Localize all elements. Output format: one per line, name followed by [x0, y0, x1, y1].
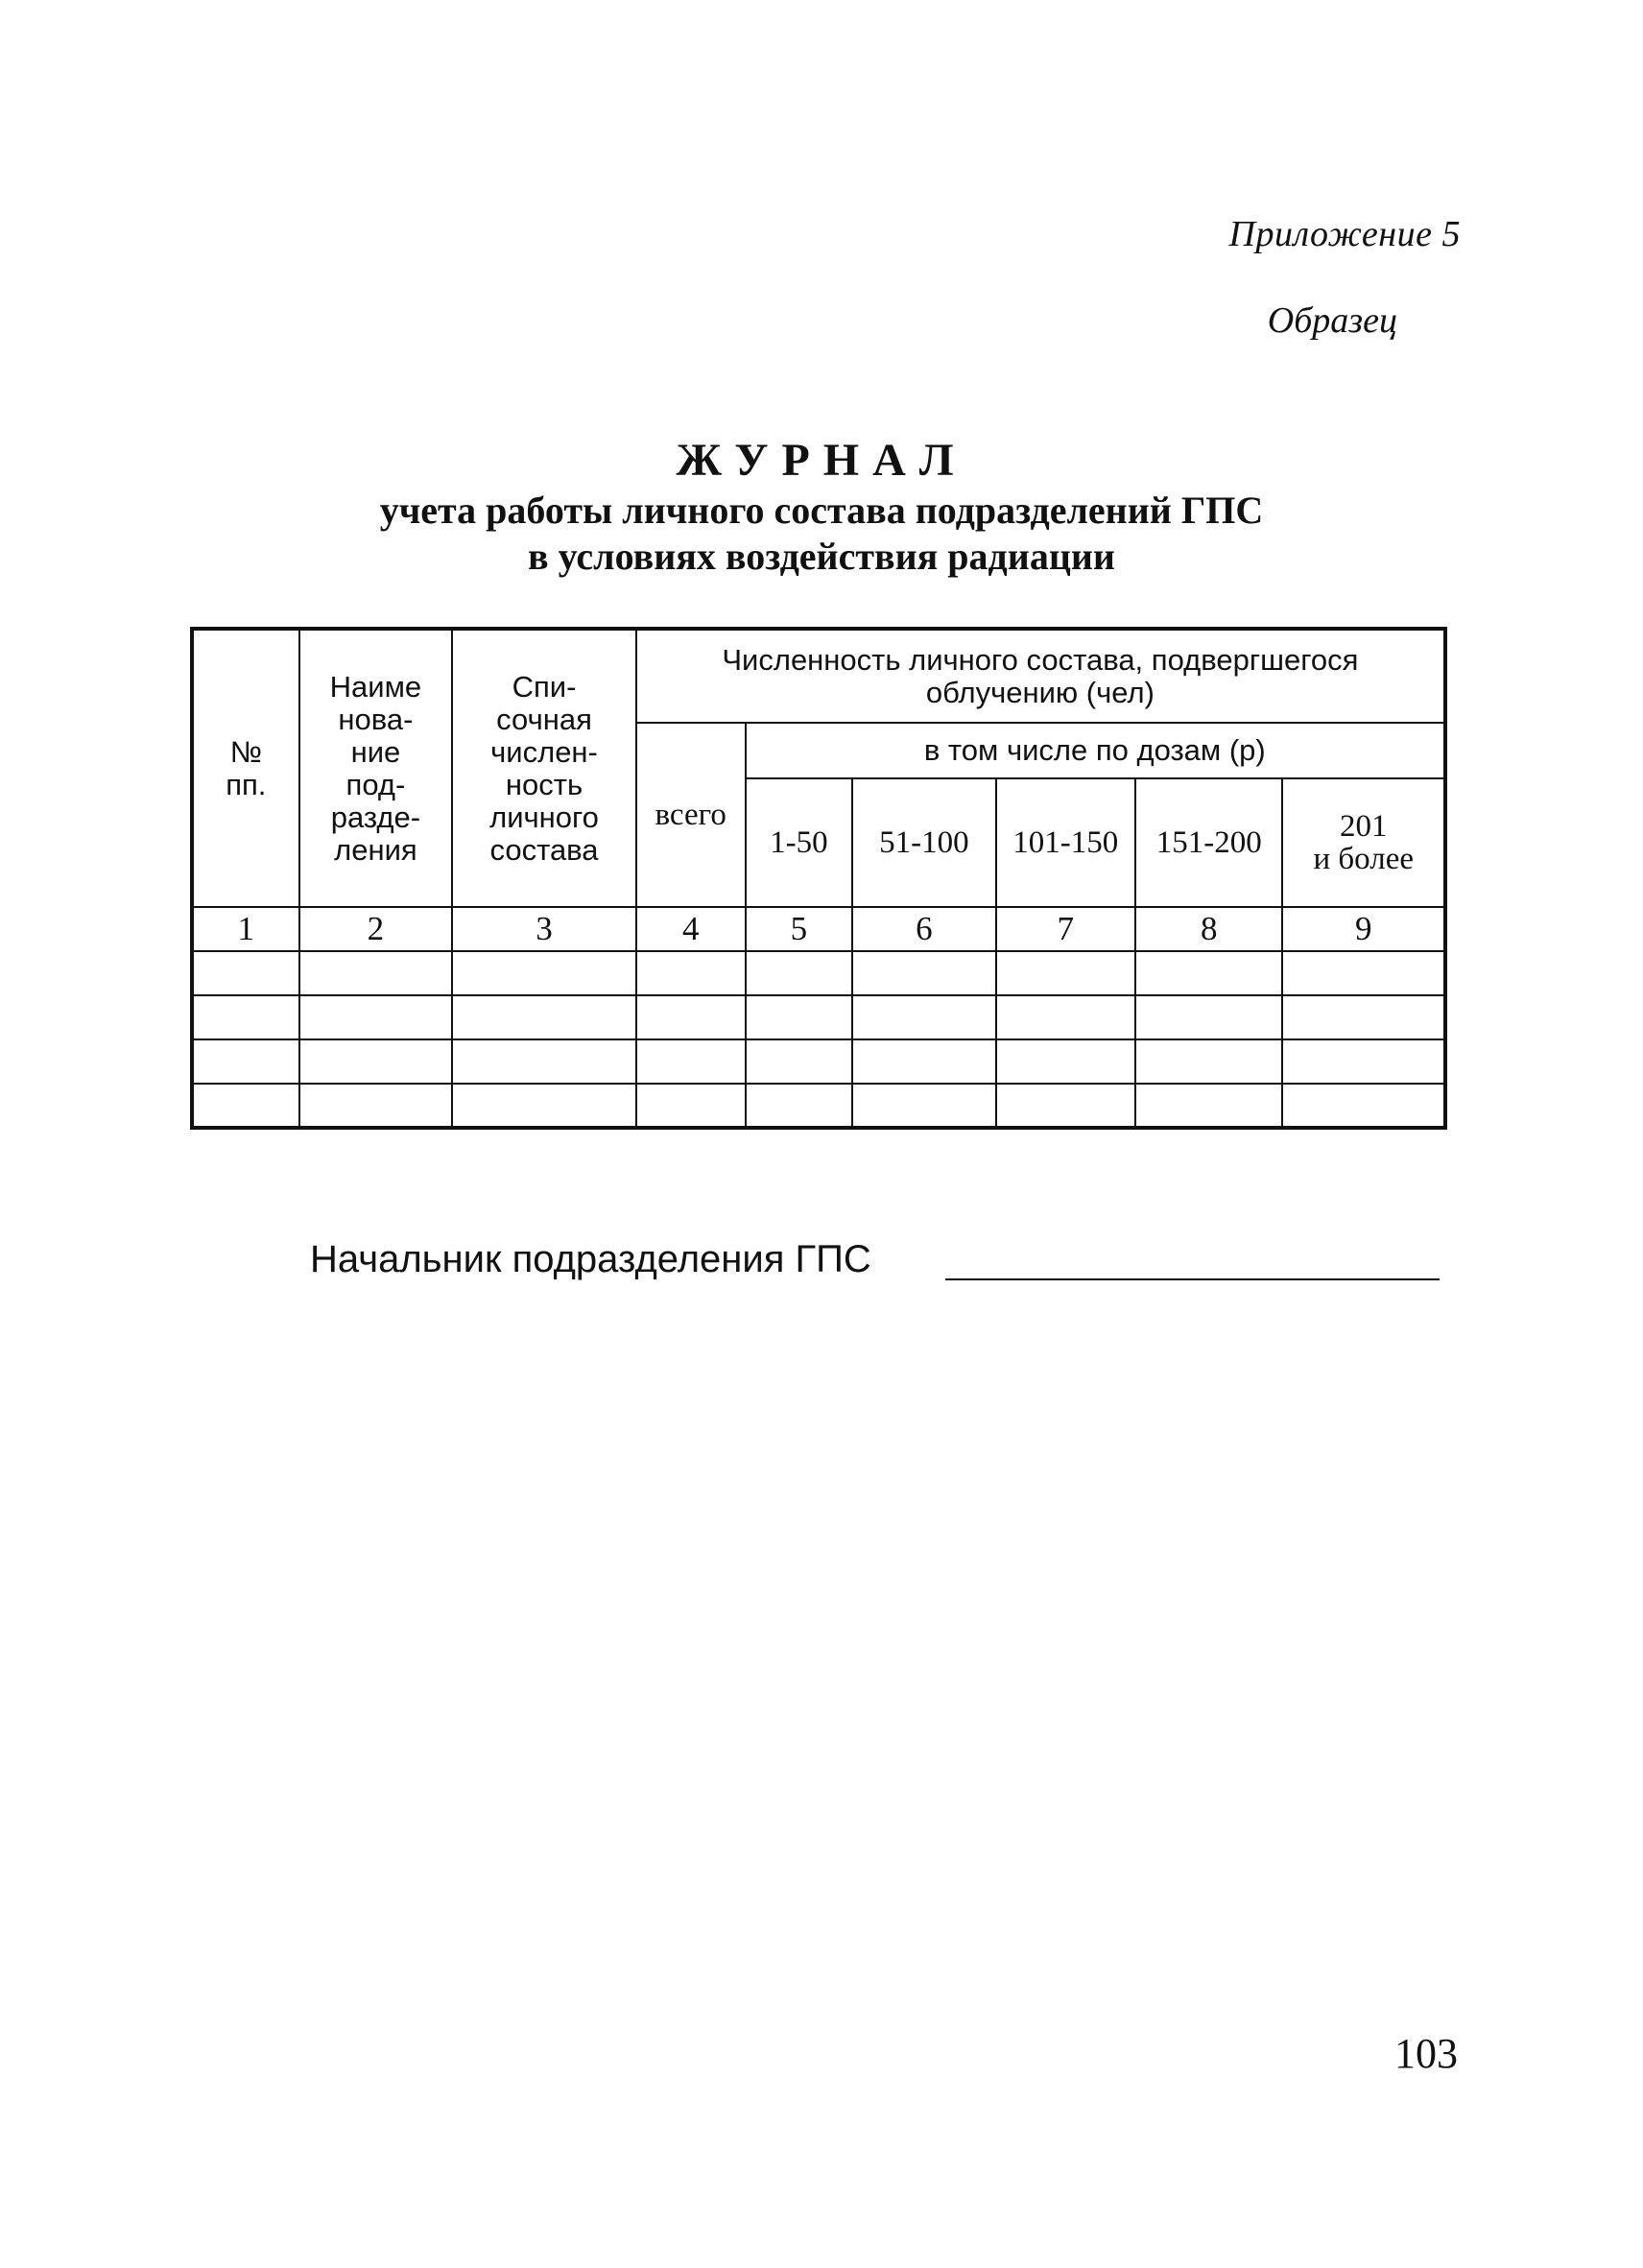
header-dose-2: 51-100 [852, 778, 995, 907]
header-dose-3: 101-150 [996, 778, 1136, 907]
page-number: 103 [1394, 2030, 1458, 2077]
document-title [0, 434, 1643, 580]
table-cell [636, 995, 746, 1039]
table-cell [1282, 1084, 1445, 1128]
table-row [192, 1084, 1445, 1128]
table-cell [452, 1084, 636, 1128]
column-number: 7 [996, 907, 1136, 951]
table-cell [852, 995, 995, 1039]
table-cell [192, 995, 299, 1039]
header-dose-1: 1-50 [746, 778, 853, 907]
column-number: 5 [746, 907, 853, 951]
journal-table [190, 627, 1447, 1130]
table-cell [299, 1084, 453, 1128]
column-number: 8 [1135, 907, 1282, 951]
table-row [192, 1039, 1445, 1084]
column-number: 4 [636, 907, 746, 951]
table-row [192, 951, 1445, 995]
column-number: 6 [852, 907, 995, 951]
column-number: 3 [452, 907, 636, 951]
header-name: Наиме нова- ние под- разде- ления [299, 629, 453, 907]
table-cell [192, 951, 299, 995]
table-cell [1135, 951, 1282, 995]
signature-line [945, 1278, 1440, 1280]
table-cell [1282, 995, 1445, 1039]
column-number: 9 [1282, 907, 1445, 951]
table-cell [452, 951, 636, 995]
table-cell [852, 1039, 995, 1084]
table-cell [852, 1084, 995, 1128]
table-cell [299, 951, 453, 995]
table-cell [1135, 1039, 1282, 1084]
table-cell [299, 1039, 453, 1084]
table-cell [636, 1084, 746, 1128]
table-cell [452, 1039, 636, 1084]
sample-label: Образец [1267, 300, 1397, 341]
header-dose-5: 201 и более [1282, 778, 1445, 907]
table-cell [996, 951, 1136, 995]
table-cell [996, 995, 1136, 1039]
column-number-row [192, 907, 1445, 951]
table-cell [636, 1039, 746, 1084]
header-num: № пп. [192, 629, 299, 907]
column-number: 1 [192, 907, 299, 951]
table-cell [1282, 1039, 1445, 1084]
appendix-label: Приложение 5 [1228, 214, 1461, 254]
table-cell [192, 1084, 299, 1128]
header-total: всего [636, 723, 746, 907]
signature-label: Начальник подразделения ГПС [310, 1238, 871, 1280]
column-number: 2 [299, 907, 453, 951]
table-cell [1135, 995, 1282, 1039]
title-main: ЖУРНАЛ [676, 435, 967, 486]
table-cell [452, 995, 636, 1039]
table-cell [746, 1084, 853, 1128]
table-cell [996, 1039, 1136, 1084]
title-line-1: учета работы личного состава подразделений ГПС [379, 489, 1264, 532]
table-cell [746, 1039, 853, 1084]
header-dose-4: 151-200 [1135, 778, 1282, 907]
table-cell [852, 951, 995, 995]
table-cell [1135, 1084, 1282, 1128]
table-cell [746, 951, 853, 995]
header-list-count: Спи- сочная числен- ность личного состава [452, 629, 636, 907]
table-cell [192, 1039, 299, 1084]
header-group: Численность личного состава, подвергшегося облучению (чел) [636, 629, 1445, 723]
table-cell [1282, 951, 1445, 995]
table-row [192, 995, 1445, 1039]
table-cell [746, 995, 853, 1039]
table-cell [299, 995, 453, 1039]
title-line-2: в условиях воздействия радиации [528, 535, 1115, 578]
header-doses-group: в том числе по дозам (р) [746, 723, 1445, 778]
table-cell [996, 1084, 1136, 1128]
table-cell [636, 951, 746, 995]
